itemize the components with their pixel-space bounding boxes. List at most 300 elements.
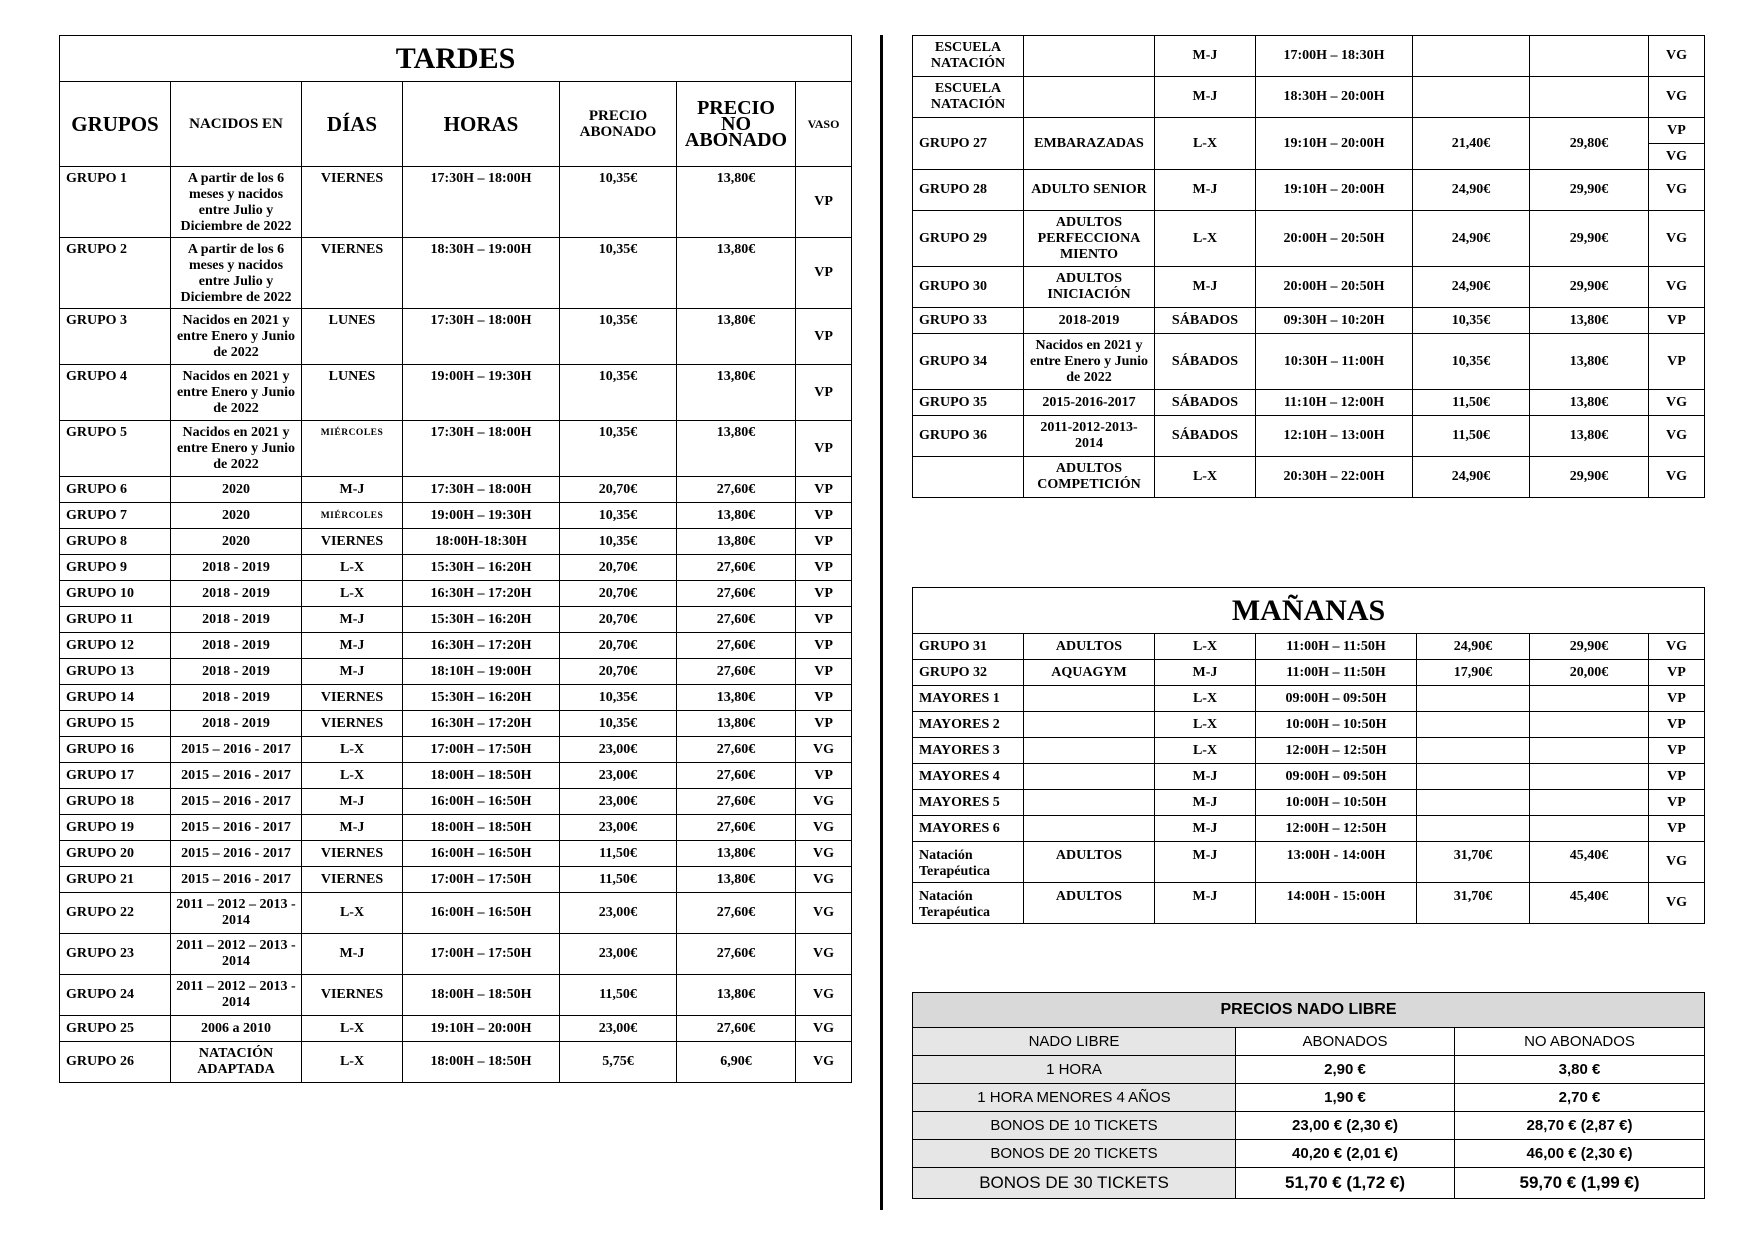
precio-abonado-cell bbox=[1417, 738, 1530, 764]
table-row bbox=[913, 790, 1705, 816]
horas-cell: 10:00H – 10:50H bbox=[1256, 790, 1417, 816]
nado-no-abonados-cell: 46,00 € (2,30 €) bbox=[1455, 1140, 1705, 1168]
table-row bbox=[913, 842, 1705, 883]
precio-no-abonado-cell bbox=[1530, 764, 1649, 790]
horas-cell: 12:00H – 12:50H bbox=[1256, 816, 1417, 842]
table-row bbox=[913, 170, 1705, 211]
precio-no-abonado-cell: 13,80€ bbox=[677, 867, 796, 893]
nacidos-cell: ADULTOS bbox=[1024, 883, 1155, 924]
vaso-cell: VG bbox=[796, 737, 852, 763]
dias-cell: SÁBADOS bbox=[1155, 334, 1256, 390]
grupo-cell: GRUPO 4 bbox=[60, 365, 171, 421]
nacidos-cell: Nacidos en 2021 y entre Enero y Junio de 2022 bbox=[171, 309, 302, 365]
header-grupos: GRUPOS bbox=[60, 82, 171, 167]
precio-no-abonado-cell: 27,60€ bbox=[677, 581, 796, 607]
table-row bbox=[913, 712, 1705, 738]
vaso-cell: VP bbox=[1649, 790, 1705, 816]
nacidos-cell: ADULTOS INICIACIÓN bbox=[1024, 267, 1155, 308]
nacidos-cell bbox=[1024, 686, 1155, 712]
precio-abonado-cell: 23,00€ bbox=[560, 934, 677, 975]
dias-cell: M-J bbox=[1155, 267, 1256, 308]
horas-cell: 12:00H – 12:50H bbox=[1256, 738, 1417, 764]
dias-cell: L-X bbox=[1155, 686, 1256, 712]
table-row bbox=[60, 167, 852, 238]
grupo-cell: GRUPO 30 bbox=[913, 267, 1024, 308]
table-row bbox=[913, 686, 1705, 712]
precio-abonado-cell: 20,70€ bbox=[560, 659, 677, 685]
precio-no-abonado-cell: 13,80€ bbox=[677, 167, 796, 238]
nacidos-cell: A partir de los 6 meses y nacidos entre Julio y Diciembre de 2022 bbox=[171, 167, 302, 238]
nacidos-cell: 2020 bbox=[171, 477, 302, 503]
horas-cell: 09:30H – 10:20H bbox=[1256, 308, 1413, 334]
precio-abonado-cell: 11,50€ bbox=[1413, 416, 1530, 457]
precio-no-abonado-cell: 27,60€ bbox=[677, 763, 796, 789]
horas-cell: 16:30H – 17:20H bbox=[403, 711, 560, 737]
dias-cell: VIERNES bbox=[302, 167, 403, 238]
grupo-cell: GRUPO 28 bbox=[913, 170, 1024, 211]
grupo-cell: GRUPO 23 bbox=[60, 934, 171, 975]
precio-no-abonado-cell: 27,60€ bbox=[677, 737, 796, 763]
horas-cell: 10:30H – 11:00H bbox=[1256, 334, 1413, 390]
grupo-cell: GRUPO 19 bbox=[60, 815, 171, 841]
table-row bbox=[913, 390, 1705, 416]
precio-no-abonado-cell bbox=[1530, 77, 1649, 118]
precio-abonado-cell: 23,00€ bbox=[560, 815, 677, 841]
precio-abonado-cell: 10,35€ bbox=[560, 421, 677, 477]
nacidos-cell: 2011 – 2012 – 2013 - 2014 bbox=[171, 975, 302, 1016]
horas-cell: 18:00H – 18:50H bbox=[403, 975, 560, 1016]
grupo-cell: GRUPO 2 bbox=[60, 238, 171, 309]
grupo-cell: GRUPO 16 bbox=[60, 737, 171, 763]
table-row bbox=[913, 267, 1705, 308]
table-row bbox=[60, 841, 852, 867]
dias-cell: M-J bbox=[302, 633, 403, 659]
nacidos-cell: ADULTOS PERFECCIONA MIENTO bbox=[1024, 211, 1155, 267]
vaso-cell: VG bbox=[796, 789, 852, 815]
grupo-cell: GRUPO 9 bbox=[60, 555, 171, 581]
table-row bbox=[60, 421, 852, 477]
nacidos-cell bbox=[1024, 36, 1155, 77]
nacidos-cell bbox=[1024, 77, 1155, 118]
nacidos-cell: 2015-2016-2017 bbox=[1024, 390, 1155, 416]
nacidos-cell: 2015 – 2016 - 2017 bbox=[171, 867, 302, 893]
grupo-cell: GRUPO 24 bbox=[60, 975, 171, 1016]
horas-cell: 17:00H – 17:50H bbox=[403, 867, 560, 893]
vaso-cell: VG bbox=[1649, 267, 1705, 308]
horas-cell: 13:00H - 14:00H bbox=[1256, 842, 1417, 883]
precio-no-abonado-cell: 13,80€ bbox=[677, 309, 796, 365]
dias-cell: L-X bbox=[302, 1042, 403, 1083]
horas-cell: 17:30H – 18:00H bbox=[403, 477, 560, 503]
grupo-cell: GRUPO 17 bbox=[60, 763, 171, 789]
tardes-title: TARDES bbox=[60, 36, 852, 82]
table-row bbox=[60, 238, 852, 309]
dias-cell: L-X bbox=[302, 555, 403, 581]
dias-cell: MIÉRCOLES bbox=[302, 421, 403, 477]
table-row bbox=[60, 529, 852, 555]
dias-cell: VIERNES bbox=[302, 867, 403, 893]
vaso-cell: VG bbox=[1649, 457, 1705, 498]
dias-cell: LUNES bbox=[302, 309, 403, 365]
vaso-cell: VP bbox=[796, 309, 852, 365]
nacidos-cell: ADULTO SENIOR bbox=[1024, 170, 1155, 211]
grupo-cell: GRUPO 21 bbox=[60, 867, 171, 893]
table-row bbox=[60, 934, 852, 975]
precio-no-abonado-cell: 27,60€ bbox=[677, 477, 796, 503]
nado-header-abonados: ABONADOS bbox=[1236, 1028, 1455, 1056]
nacidos-cell: EMBARAZADAS bbox=[1024, 118, 1155, 170]
grupo-cell: GRUPO 14 bbox=[60, 685, 171, 711]
vaso-cell: VP bbox=[796, 238, 852, 309]
nado-abonados-cell: 2,90 € bbox=[1236, 1056, 1455, 1084]
dias-cell: M-J bbox=[1155, 842, 1256, 883]
dias-cell: M-J bbox=[302, 659, 403, 685]
vaso-cell: VP bbox=[796, 607, 852, 633]
precio-abonado-cell: 24,90€ bbox=[1417, 634, 1530, 660]
horas-cell: 19:10H – 20:00H bbox=[1256, 118, 1413, 170]
nacidos-cell bbox=[1024, 738, 1155, 764]
horas-cell: 16:30H – 17:20H bbox=[403, 581, 560, 607]
precio-no-abonado-cell: 13,80€ bbox=[1530, 334, 1649, 390]
precio-no-abonado-cell bbox=[1530, 712, 1649, 738]
header-horas: HORAS bbox=[403, 82, 560, 167]
precio-no-abonado-cell: 45,40€ bbox=[1530, 842, 1649, 883]
dias-cell: L-X bbox=[302, 893, 403, 934]
table-row bbox=[60, 365, 852, 421]
dias-cell: L-X bbox=[1155, 634, 1256, 660]
horas-cell: 19:10H – 20:00H bbox=[403, 1016, 560, 1042]
grupo-cell: GRUPO 18 bbox=[60, 789, 171, 815]
dias-cell: L-X bbox=[302, 1016, 403, 1042]
nacidos-cell bbox=[1024, 790, 1155, 816]
nacidos-cell: 2018 - 2019 bbox=[171, 607, 302, 633]
horas-cell: 15:30H – 16:20H bbox=[403, 685, 560, 711]
table-row bbox=[60, 503, 852, 529]
precio-abonado-cell bbox=[1413, 36, 1530, 77]
grupo-cell: MAYORES 2 bbox=[913, 712, 1024, 738]
vaso-cell: VP bbox=[796, 633, 852, 659]
precio-abonado-cell: 20,70€ bbox=[560, 555, 677, 581]
precio-no-abonado-cell: 13,80€ bbox=[677, 238, 796, 309]
vaso-cell: VG bbox=[1649, 634, 1705, 660]
dias-cell: M-J bbox=[1155, 660, 1256, 686]
dias-cell: L-X bbox=[1155, 118, 1256, 170]
grupo-cell: GRUPO 26 bbox=[60, 1042, 171, 1083]
dias-cell: L-X bbox=[1155, 712, 1256, 738]
table-row bbox=[913, 634, 1705, 660]
mananas-body bbox=[913, 634, 1705, 924]
precio-abonado-cell: 11,50€ bbox=[560, 867, 677, 893]
precio-no-abonado-cell: 29,90€ bbox=[1530, 634, 1649, 660]
precio-abonado-cell: 20,70€ bbox=[560, 607, 677, 633]
nacidos-cell: 2015 – 2016 - 2017 bbox=[171, 737, 302, 763]
vaso-cell: VG bbox=[796, 841, 852, 867]
dias-cell: M-J bbox=[1155, 816, 1256, 842]
nado-abonados-cell: 1,90 € bbox=[1236, 1084, 1455, 1112]
table-row bbox=[60, 659, 852, 685]
precio-abonado-cell: 10,35€ bbox=[1413, 308, 1530, 334]
table-row bbox=[913, 816, 1705, 842]
tardes-body bbox=[60, 167, 852, 1083]
dias-cell: M-J bbox=[1155, 77, 1256, 118]
precio-no-abonado-cell: 29,90€ bbox=[1530, 267, 1649, 308]
grupo-cell: Natación Terapéutica bbox=[913, 883, 1024, 924]
vaso-cell: VP bbox=[796, 503, 852, 529]
nacidos-cell: NATACIÓN ADAPTADA bbox=[171, 1042, 302, 1083]
horas-cell: 16:00H – 16:50H bbox=[403, 893, 560, 934]
grupo-cell: GRUPO 22 bbox=[60, 893, 171, 934]
vaso-cell: VP bbox=[1649, 712, 1705, 738]
precio-no-abonado-cell: 20,00€ bbox=[1530, 660, 1649, 686]
grupo-cell: GRUPO 35 bbox=[913, 390, 1024, 416]
dias-cell: VIERNES bbox=[302, 841, 403, 867]
table-row bbox=[913, 1056, 1705, 1084]
vaso-cell: VP bbox=[1649, 308, 1705, 334]
nado-no-abonados-cell: 28,70 € (2,87 €) bbox=[1455, 1112, 1705, 1140]
grupo-cell: MAYORES 6 bbox=[913, 816, 1024, 842]
dias-cell: VIERNES bbox=[302, 685, 403, 711]
horas-cell: 12:10H – 13:00H bbox=[1256, 416, 1413, 457]
grupo-cell: MAYORES 1 bbox=[913, 686, 1024, 712]
nado-no-abonados-cell: 59,70 € (1,99 €) bbox=[1455, 1168, 1705, 1199]
nacidos-cell: 2018 - 2019 bbox=[171, 685, 302, 711]
vaso-cell: VP bbox=[1649, 686, 1705, 712]
nacidos-cell: 2018 - 2019 bbox=[171, 711, 302, 737]
precio-abonado-cell: 20,70€ bbox=[560, 581, 677, 607]
precio-no-abonado-cell: 13,80€ bbox=[677, 975, 796, 1016]
grupo-cell: GRUPO 6 bbox=[60, 477, 171, 503]
nado-label-cell: BONOS DE 10 TICKETS bbox=[913, 1112, 1236, 1140]
vaso-cell: VP bbox=[1649, 816, 1705, 842]
header-precio-no-abonado: PRECIO NO ABONADO bbox=[677, 82, 796, 167]
precio-no-abonado-cell: 13,80€ bbox=[1530, 416, 1649, 457]
precio-no-abonado-cell: 27,60€ bbox=[677, 1016, 796, 1042]
precio-no-abonado-cell bbox=[1530, 36, 1649, 77]
vaso-cell: VG bbox=[1649, 144, 1705, 170]
precio-no-abonado-cell: 13,80€ bbox=[677, 685, 796, 711]
horas-cell: 17:00H – 17:50H bbox=[403, 737, 560, 763]
grupo-cell: GRUPO 36 bbox=[913, 416, 1024, 457]
table-row bbox=[913, 660, 1705, 686]
nacidos-cell: A partir de los 6 meses y nacidos entre Julio y Diciembre de 2022 bbox=[171, 238, 302, 309]
horas-cell: 19:00H – 19:30H bbox=[403, 365, 560, 421]
table-row bbox=[913, 118, 1705, 144]
grupo-cell: GRUPO 31 bbox=[913, 634, 1024, 660]
dias-cell: M-J bbox=[302, 477, 403, 503]
nado-label-cell: 1 HORA MENORES 4 AÑOS bbox=[913, 1084, 1236, 1112]
precio-no-abonado-cell: 13,80€ bbox=[677, 503, 796, 529]
horas-cell: 11:00H – 11:50H bbox=[1256, 634, 1417, 660]
horas-cell: 16:30H – 17:20H bbox=[403, 633, 560, 659]
precio-no-abonado-cell bbox=[1530, 738, 1649, 764]
table-row bbox=[913, 1084, 1705, 1112]
nacidos-cell: 2020 bbox=[171, 503, 302, 529]
precio-no-abonado-cell: 13,80€ bbox=[677, 711, 796, 737]
precio-abonado-cell bbox=[1417, 816, 1530, 842]
grupo-cell: ESCUELA NATACIÓN bbox=[913, 77, 1024, 118]
vaso-cell: VG bbox=[1649, 36, 1705, 77]
precio-no-abonado-cell: 13,80€ bbox=[1530, 390, 1649, 416]
precio-abonado-cell: 31,70€ bbox=[1417, 883, 1530, 924]
vaso-cell: VP bbox=[796, 711, 852, 737]
precio-no-abonado-cell: 13,80€ bbox=[677, 841, 796, 867]
table-row bbox=[913, 1112, 1705, 1140]
nacidos-cell: Nacidos en 2021 y entre Enero y Junio de 2022 bbox=[1024, 334, 1155, 390]
horas-cell: 18:00H – 18:50H bbox=[403, 763, 560, 789]
dias-cell: L-X bbox=[1155, 211, 1256, 267]
table-row bbox=[60, 815, 852, 841]
grupo-cell: GRUPO 34 bbox=[913, 334, 1024, 390]
nado-libre-table bbox=[912, 992, 1705, 1199]
precio-abonado-cell: 24,90€ bbox=[1413, 457, 1530, 498]
dias-cell: VIERNES bbox=[302, 711, 403, 737]
table-row bbox=[60, 581, 852, 607]
horas-cell: 09:00H – 09:50H bbox=[1256, 764, 1417, 790]
precio-no-abonado-cell: 27,60€ bbox=[677, 607, 796, 633]
precio-no-abonado-cell: 13,80€ bbox=[677, 421, 796, 477]
vaso-cell: VP bbox=[1649, 334, 1705, 390]
vaso-cell: VG bbox=[1649, 390, 1705, 416]
nacidos-cell: 2006 a 2010 bbox=[171, 1016, 302, 1042]
dias-cell: M-J bbox=[1155, 790, 1256, 816]
nacidos-cell: 2011-2012-2013-2014 bbox=[1024, 416, 1155, 457]
horas-cell: 20:00H – 20:50H bbox=[1256, 211, 1413, 267]
dias-cell: VIERNES bbox=[302, 238, 403, 309]
vaso-cell: VP bbox=[1649, 738, 1705, 764]
vaso-cell: VG bbox=[1649, 211, 1705, 267]
table-row bbox=[60, 867, 852, 893]
header-dias: DÍAS bbox=[302, 82, 403, 167]
table-row bbox=[913, 883, 1705, 924]
dias-cell: L-X bbox=[302, 737, 403, 763]
table-row bbox=[60, 737, 852, 763]
nacidos-cell: 2015 – 2016 - 2017 bbox=[171, 815, 302, 841]
dias-cell: L-X bbox=[1155, 738, 1256, 764]
nacidos-cell: 2020 bbox=[171, 529, 302, 555]
nacidos-cell: ADULTOS COMPETICIÓN bbox=[1024, 457, 1155, 498]
nacidos-cell bbox=[1024, 764, 1155, 790]
vaso-cell: VP bbox=[796, 529, 852, 555]
precio-abonado-cell: 11,50€ bbox=[560, 975, 677, 1016]
precio-no-abonado-cell: 6,90€ bbox=[677, 1042, 796, 1083]
nado-no-abonados-cell: 3,80 € bbox=[1455, 1056, 1705, 1084]
horas-cell: 17:30H – 18:00H bbox=[403, 167, 560, 238]
vaso-cell: VP bbox=[796, 421, 852, 477]
precio-no-abonado-cell bbox=[1530, 686, 1649, 712]
nacidos-cell: 2018 - 2019 bbox=[171, 555, 302, 581]
precio-no-abonado-cell: 13,80€ bbox=[1530, 308, 1649, 334]
horas-cell: 17:00H – 18:30H bbox=[1256, 36, 1413, 77]
dias-cell: M-J bbox=[1155, 883, 1256, 924]
vaso-cell: VG bbox=[796, 867, 852, 893]
tardes-continued-body bbox=[913, 36, 1705, 498]
grupo-cell: GRUPO 8 bbox=[60, 529, 171, 555]
horas-cell: 17:30H – 18:00H bbox=[403, 309, 560, 365]
dias-cell: L-X bbox=[1155, 457, 1256, 498]
nado-header-no-abonados: NO ABONADOS bbox=[1455, 1028, 1705, 1056]
table-row bbox=[60, 789, 852, 815]
horas-cell: 18:00H – 18:50H bbox=[403, 1042, 560, 1083]
dias-cell: M-J bbox=[1155, 170, 1256, 211]
precio-no-abonado-cell: 27,60€ bbox=[677, 789, 796, 815]
vaso-cell: VP bbox=[1649, 118, 1705, 144]
dias-cell: M-J bbox=[1155, 764, 1256, 790]
precio-abonado-cell: 10,35€ bbox=[560, 309, 677, 365]
vaso-cell: VG bbox=[796, 1016, 852, 1042]
nado-abonados-cell: 23,00 € (2,30 €) bbox=[1236, 1112, 1455, 1140]
vaso-cell: VP bbox=[796, 167, 852, 238]
grupo-cell: GRUPO 29 bbox=[913, 211, 1024, 267]
precio-no-abonado-cell: 29,90€ bbox=[1530, 457, 1649, 498]
vaso-cell: VG bbox=[796, 975, 852, 1016]
precio-no-abonado-cell: 27,60€ bbox=[677, 659, 796, 685]
precio-abonado-cell: 20,70€ bbox=[560, 477, 677, 503]
precio-no-abonado-cell: 29,90€ bbox=[1530, 170, 1649, 211]
horas-cell: 11:10H – 12:00H bbox=[1256, 390, 1413, 416]
grupo-cell: GRUPO 10 bbox=[60, 581, 171, 607]
vaso-cell: VG bbox=[796, 815, 852, 841]
precio-abonado-cell: 24,90€ bbox=[1413, 267, 1530, 308]
precio-no-abonado-cell: 13,80€ bbox=[677, 529, 796, 555]
precio-no-abonado-cell: 27,60€ bbox=[677, 633, 796, 659]
table-row bbox=[913, 1168, 1705, 1199]
grupo-cell bbox=[913, 457, 1024, 498]
grupo-cell: GRUPO 13 bbox=[60, 659, 171, 685]
horas-cell: 20:00H – 20:50H bbox=[1256, 267, 1413, 308]
table-row bbox=[913, 1140, 1705, 1168]
grupo-cell: GRUPO 27 bbox=[913, 118, 1024, 170]
grupo-cell: GRUPO 25 bbox=[60, 1016, 171, 1042]
precio-abonado-cell: 10,35€ bbox=[560, 685, 677, 711]
grupo-cell: GRUPO 12 bbox=[60, 633, 171, 659]
nacidos-cell: 2011 – 2012 – 2013 - 2014 bbox=[171, 934, 302, 975]
grupo-cell: ESCUELA NATACIÓN bbox=[913, 36, 1024, 77]
precio-abonado-cell: 10,35€ bbox=[1413, 334, 1530, 390]
table-row bbox=[60, 607, 852, 633]
vaso-cell: VG bbox=[796, 1042, 852, 1083]
precio-abonado-cell: 10,35€ bbox=[560, 238, 677, 309]
precio-abonado-cell: 10,35€ bbox=[560, 711, 677, 737]
grupo-cell: GRUPO 20 bbox=[60, 841, 171, 867]
table-row bbox=[60, 893, 852, 934]
precio-no-abonado-cell: 27,60€ bbox=[677, 934, 796, 975]
precio-abonado-cell: 23,00€ bbox=[560, 737, 677, 763]
horas-cell: 18:00H – 18:50H bbox=[403, 815, 560, 841]
horas-cell: 17:00H – 17:50H bbox=[403, 934, 560, 975]
table-row bbox=[60, 763, 852, 789]
precio-abonado-cell: 23,00€ bbox=[560, 763, 677, 789]
table-row bbox=[60, 555, 852, 581]
horas-cell: 18:10H – 19:00H bbox=[403, 659, 560, 685]
precio-abonado-cell bbox=[1417, 790, 1530, 816]
table-row bbox=[913, 764, 1705, 790]
precio-abonado-cell: 24,90€ bbox=[1413, 170, 1530, 211]
precio-abonado-cell: 23,00€ bbox=[560, 1016, 677, 1042]
tardes-continued-table bbox=[912, 35, 1705, 498]
nado-label-cell: BONOS DE 20 TICKETS bbox=[913, 1140, 1236, 1168]
grupo-cell: GRUPO 11 bbox=[60, 607, 171, 633]
table-row bbox=[60, 309, 852, 365]
nacidos-cell bbox=[1024, 712, 1155, 738]
grupo-cell: GRUPO 32 bbox=[913, 660, 1024, 686]
grupo-cell: GRUPO 15 bbox=[60, 711, 171, 737]
grupo-cell: GRUPO 3 bbox=[60, 309, 171, 365]
header-precio-abonado: PRECIO ABONADO bbox=[560, 82, 677, 167]
table-row bbox=[60, 1042, 852, 1083]
nacidos-cell: 2018 - 2019 bbox=[171, 633, 302, 659]
nacidos-cell: ADULTOS bbox=[1024, 842, 1155, 883]
vaso-cell: VP bbox=[796, 581, 852, 607]
